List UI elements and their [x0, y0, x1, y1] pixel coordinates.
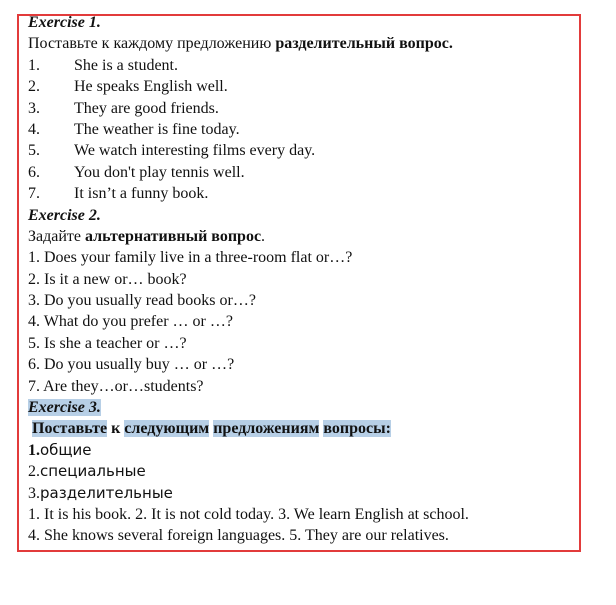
item-number: 3.	[28, 484, 40, 502]
list-item: 2. Is it a new or… book?	[28, 270, 187, 288]
list-item	[28, 183, 580, 204]
item-text: You don't play tennis well.	[74, 163, 245, 181]
item-text: They are good friends.	[74, 99, 219, 117]
exercise-2-instruction	[28, 226, 580, 247]
sentences-line: 1. It is his book. 2. It is not cold today. 3. We learn English at school.	[28, 505, 469, 523]
list-item	[28, 440, 580, 461]
list-item	[28, 119, 580, 140]
list-item: 4. What do you prefer … or …?	[28, 313, 233, 331]
item-number: 7.	[28, 185, 40, 203]
list-item	[28, 55, 580, 76]
list-item	[28, 162, 580, 183]
exercise-2-instruction-suffix: .	[261, 227, 266, 245]
item-number: 3.	[28, 99, 40, 117]
exercise-3-title-line	[28, 397, 580, 418]
sentences-line: 4. She knows several foreign languages. 5. They are our relatives.	[28, 527, 449, 545]
exercise-1-instruction-bold: разделительный вопрос.	[275, 35, 453, 53]
exercise-3-instruction-word: к	[111, 420, 121, 438]
item-number: 4.	[28, 120, 40, 138]
list-item: 6. Do you usually buy … or …?	[28, 356, 235, 374]
exercise-2-title: Exercise 2.	[28, 206, 101, 224]
item-text: The weather is fine today.	[74, 120, 240, 138]
exercise-3-instruction-word: вопросы:	[323, 420, 391, 438]
exercise-3-instruction	[28, 418, 580, 439]
item-text: It isn’t a funny book.	[74, 185, 209, 203]
list-item: 3. Do you usually read books or…?	[28, 292, 256, 310]
exercise-1-instruction	[28, 33, 580, 54]
exercise-3-instruction-word: предложениям	[213, 420, 320, 438]
item-text: специальные	[40, 462, 146, 481]
item-text: She is a student.	[74, 56, 178, 74]
item-number: 1.	[28, 56, 40, 74]
item-text: He speaks English well.	[74, 78, 228, 96]
exercise-1-instruction-text: Поставьте к каждому предложению	[28, 35, 276, 53]
exercise-2-instruction-bold: альтернативный вопрос	[85, 227, 262, 245]
exercise-3-instruction-word: следующим	[124, 420, 210, 438]
item-text: We watch interesting films every day.	[74, 142, 316, 160]
item-text: общие	[40, 440, 92, 459]
item-number: 2.	[28, 463, 40, 481]
list-item	[28, 461, 580, 482]
document-content	[28, 12, 580, 547]
list-item: 7. Are they…or…students?	[28, 377, 204, 395]
exercise-3-title: Exercise 3.	[28, 399, 101, 417]
item-number: 5.	[28, 142, 40, 160]
item-text: разделительные	[40, 483, 173, 502]
list-item	[28, 98, 580, 119]
item-number: 1.	[28, 441, 40, 459]
exercise-1-title: Exercise 1.	[28, 14, 101, 31]
list-item	[28, 483, 580, 504]
exercise-2-instruction-text: Задайте	[28, 227, 86, 245]
list-item	[28, 140, 580, 161]
exercise-3-instruction-word: Поставьте	[32, 420, 108, 438]
list-item: 1. Does your family live in a three-room flat or…?	[28, 249, 353, 267]
list-item: 5. Is she a teacher or …?	[28, 334, 187, 352]
list-item	[28, 76, 580, 97]
item-number: 6.	[28, 163, 40, 181]
item-number: 2.	[28, 78, 40, 96]
